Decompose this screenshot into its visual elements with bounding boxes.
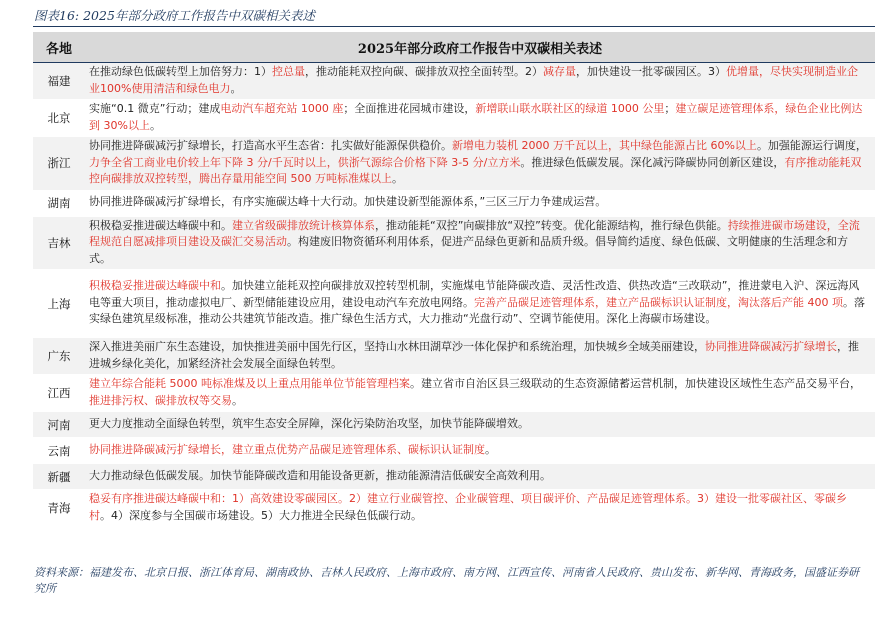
statement-text: 深入推进美丽广东生态建设，加快推进美丽中国先行区，坚持山水林田湖草沙一体化保护和系统治理，加快城乡全域美丽建设，	[89, 340, 705, 353]
statement-text: 。加强能源运行调度，	[756, 139, 867, 152]
table-row	[33, 137, 875, 191]
highlighted-text: 新增电力装机 2000 万千瓦以上，其中绿色能源占比 60%以上	[452, 139, 757, 152]
region-cell: 北京	[33, 100, 85, 137]
table-row	[33, 412, 875, 438]
region-cell: 云南	[33, 438, 85, 464]
statement-text: 实施“0.1 微克”行动；建成	[89, 102, 221, 115]
table-row	[33, 490, 875, 527]
table-row	[33, 438, 875, 464]
statement-text: ，推进城乡绿化美化，加紧经济社会发展全面绿色转型。	[89, 340, 859, 370]
table-body	[33, 63, 875, 527]
header-region: 各地	[33, 32, 85, 63]
statement-cell	[85, 137, 875, 191]
highlighted-text: 新增联山联水联社区的绿道 1000 公里	[475, 102, 665, 115]
statement-text: 更大力度推动全面绿色转型，筑牢生态安全屏障，深化污染防治攻坚，加快节能降碳增效。	[89, 416, 529, 430]
statement-text: 。	[392, 172, 403, 185]
highlighted-text: 推进排污权、碳排放权等交易	[89, 393, 232, 407]
region-cell: 福建	[33, 63, 85, 100]
highlighted-text: 积极稳妥推进碳达峰碳中和	[89, 279, 221, 293]
statement-text: 。推进绿色低碳发展。深化减污降碳协同创新区建设，	[520, 155, 785, 169]
statement-text: 。建立省市自治区县三级联动的生态资源储蓄运营机制，加快建设区域性生态产品交易平台，	[410, 377, 861, 390]
statement-cell	[85, 216, 875, 270]
statement-text: ，推动能耗双控向碳、碳排放双控全面转型。2）	[305, 65, 543, 78]
region-cell: 上海	[33, 270, 85, 338]
highlighted-text: 稳妥有序推进碳达峰碳中和：1）高效建设零碳园区。2）建立行业碳管控、企业碳管理、项目碳评价、产品碳足迹管理体系。3）建设一批零碳社区、零碳乡村	[89, 492, 847, 522]
region-cell: 河南	[33, 412, 85, 438]
statement-cell	[85, 190, 875, 216]
statement-text: 。落实绿色建筑星级标准，推动公共建筑节能改造。推广绿色生活方式，大力推动“光盘行动”、空调节能使用。深化上海碳市场建设。	[89, 295, 865, 326]
highlighted-text: 有序推动能耗双控向碳排放双控转型，腾出存量用能空间 500 万吨标准煤以上	[89, 155, 862, 185]
table-row	[33, 338, 875, 375]
table-row	[33, 464, 875, 490]
statement-cell	[85, 375, 875, 412]
highlighted-text: 协同推进降碳减污扩绿增长	[705, 340, 837, 353]
statement-text: ，加快建设一批零碳园区。3）	[576, 65, 726, 78]
statement-text: 。加快建立能耗双控向碳排放双控转型机制，实施煤电节能降碳改造、灵活性改造、供热改造“三改联动”，推进蒙电入沪、深远海风电等重大项目，推动虚拟电厂、新型储能建设应用，建设电动汽车充放电网络。	[89, 279, 860, 309]
highlighted-text: 建立碳足迹管理体系，绿色企业比例达到 30%以上	[89, 102, 863, 132]
region-cell: 江西	[33, 375, 85, 412]
highlighted-text: 减存量	[543, 65, 576, 78]
statement-cell	[85, 438, 875, 464]
highlighted-text: 持续推进碳市场建设，全流程规范自愿减排项目建设及碳汇交易活动	[89, 218, 860, 248]
table-row	[33, 100, 875, 137]
statement-text: 在推动绿色低碳转型上加倍努力：1）	[89, 65, 272, 78]
highlighted-text: 建立省级碳排放统计核算体系	[232, 218, 375, 232]
highlighted-text: 控总量	[272, 65, 305, 78]
statement-cell	[85, 490, 875, 527]
statement-text: ，推动能耗“双控”向碳排放“双控”转变。优化能源结构，推行绿色供能。	[375, 218, 728, 232]
header-content: 2025年部分政府工作报告中双碳相关表述	[85, 32, 875, 63]
table-row	[33, 63, 875, 100]
region-cell: 广东	[33, 338, 85, 375]
title-divider	[33, 26, 875, 27]
region-cell: 浙江	[33, 137, 85, 191]
statement-cell	[85, 464, 875, 490]
carbon-policy-table	[33, 32, 875, 527]
table-row	[33, 375, 875, 412]
statement-cell	[85, 63, 875, 100]
highlighted-text: 优增量，尽快实现制造业企业100%使用清洁和绿色电力	[89, 65, 858, 95]
region-cell: 青海	[33, 490, 85, 527]
highlighted-text: 建立年综合能耗 5000 吨标准煤及以上重点用能单位节能管理档案	[89, 377, 410, 390]
statement-text: 。	[232, 393, 243, 407]
region-cell: 湖南	[33, 190, 85, 216]
statement-cell	[85, 100, 875, 137]
statement-cell	[85, 270, 875, 338]
statement-text: 。	[149, 118, 161, 132]
table-row	[33, 216, 875, 270]
statement-text: 大力推动绿色低碳发展。加快节能降碳改造和用能设备更新，推动能源清洁低碳安全高效利用。	[89, 468, 551, 482]
table-row	[33, 270, 875, 338]
table-row	[33, 190, 875, 216]
figure-title: 图表16: 2025年部分政府工作报告中双碳相关表述	[34, 8, 315, 23]
statement-text: 积极稳妥推进碳达峰碳中和。	[89, 218, 232, 232]
statement-text: ；	[664, 102, 676, 115]
highlighted-text: 完善产品碳足迹管理体系，建立产品碳标识认证制度，淘汰落后产能 400 项	[474, 295, 843, 309]
statement-text: 协同推进降碳减污扩绿增长，有序实施碳达峰十大行动。加快建设新型能源体系，”三区三厅力争建成运营。	[89, 195, 607, 209]
statement-text: 。构建废旧物资循环利用体系，促进产品绿色更新和品质升级。倡导简约适度、绿色低碳、文明健康的生活理念和方式。	[89, 235, 848, 265]
statement-text: 协同推进降碳减污扩绿增长，打造高水平生态省：扎实做好能源保供稳价。	[89, 139, 452, 152]
statement-text: ；全面推进花园城市建设，	[343, 102, 476, 115]
source-note: 资料来源：福建发布、北京日报、浙江体育局、湖南政协、吉林人民政府、上海市政府、南方网、江西宣传、河南省人民政府、贵山发布、新华网、青海政务，国盛证券研究所	[34, 566, 859, 595]
region-cell: 吉林	[33, 216, 85, 270]
region-cell: 新疆	[33, 464, 85, 490]
highlighted-text: 力争全省工商业电价较上年下降 3 分/千瓦时以上，供浙气源综合价格下降 3-5 分/立方米	[89, 155, 521, 169]
statement-text: 。	[230, 81, 242, 95]
table-header-row	[33, 32, 875, 63]
statement-text: 。4）深度参与全国碳市场建设。5）大力推进全民绿色低碳行动。	[100, 508, 422, 522]
statement-text: 。	[485, 442, 496, 456]
statement-cell	[85, 338, 875, 375]
highlighted-text: 电动汽车超充站 1000 座	[220, 102, 344, 115]
statement-cell	[85, 412, 875, 438]
highlighted-text: 协同推进降碳减污扩绿增长，建立重点优势产品碳足迹管理体系、碳标识认证制度	[89, 442, 485, 456]
